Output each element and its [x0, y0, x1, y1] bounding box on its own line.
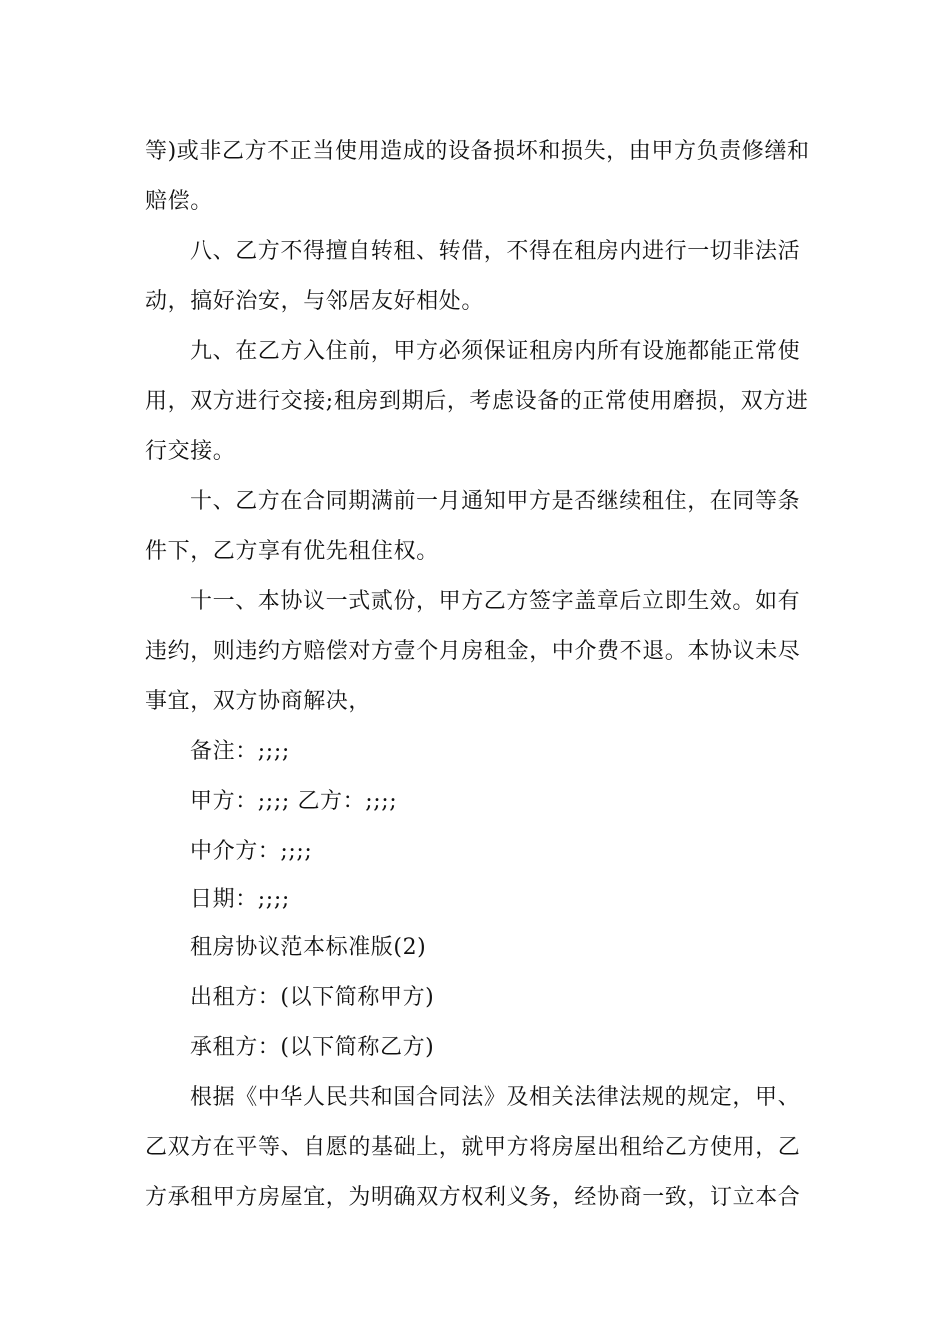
text-line: 甲方：;;;; 乙方：;;;; [190, 789, 398, 814]
text-line: 日期：;;;; [190, 887, 290, 912]
text-line: 动，搞好治安，与邻居友好相处。 [145, 289, 485, 314]
text-line: 违约，则违约方赔偿对方壹个月房租金，中介费不退。本协议未尽 [145, 639, 801, 664]
text-line: 九、在乙方入住前，甲方必须保证租房内所有设施都能正常使 [190, 339, 801, 364]
text-line: 方承租甲方房屋宜，为明确双方权利义务，经协商一致，订立本合 [145, 1185, 801, 1210]
text-line: 用，双方进行交接;租房到期后，考虑设备的正常使用磨损，双方进 [145, 389, 809, 414]
text-line: 乙双方在平等、自愿的基础上，就甲方将房屋出租给乙方使用，乙 [145, 1135, 801, 1160]
text-line: 十、乙方在合同期满前一月通知甲方是否继续租住，在同等条 [190, 489, 801, 514]
text-line: 出租方：(以下简称甲方) [190, 985, 435, 1010]
text-line: 事宜，双方协商解决， [145, 689, 372, 714]
text-line: 备注：;;;; [190, 739, 290, 764]
text-line: 根据《中华人民共和国合同法》及相关法律法规的规定，甲、 [190, 1085, 801, 1110]
text-line: 等)或非乙方不正当使用造成的设备损坏和损失，由甲方负责修缮和 [145, 139, 810, 164]
text-line: 承租方：(以下简称乙方) [190, 1035, 435, 1060]
text-line: 行交接。 [145, 439, 236, 464]
text-line: 租房协议范本标准版(2) [190, 935, 427, 960]
text-line: 中介方：;;;; [190, 839, 313, 864]
text-line: 八、乙方不得擅自转租、转借，不得在租房内进行一切非法活 [190, 239, 801, 264]
text-line: 件下，乙方享有优先租住权。 [145, 539, 439, 564]
text-line: 赔偿。 [145, 189, 213, 214]
text-line: 十一、本协议一式贰份，甲方乙方签字盖章后立即生效。如有 [190, 589, 801, 614]
